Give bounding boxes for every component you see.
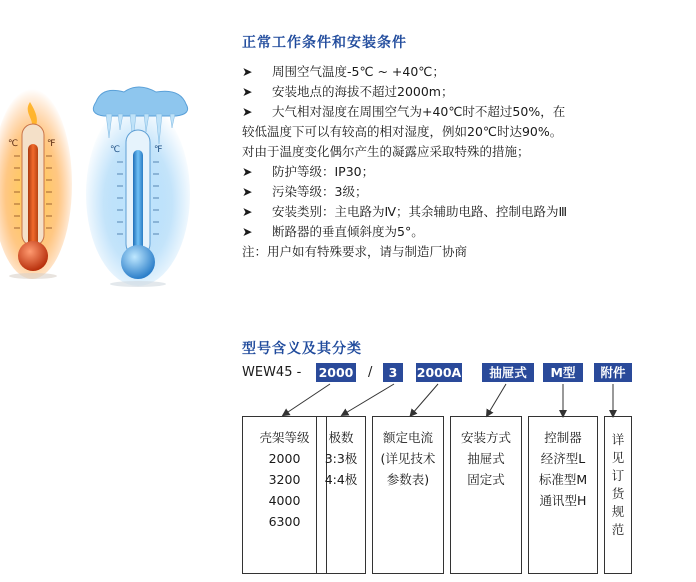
condition-item: ➤ 断路器的垂直倾斜度为5°。 (242, 222, 682, 242)
code-separator: / (368, 365, 373, 380)
desc-frame-size: 壳架等级 2000 3200 4000 6300 (242, 416, 327, 574)
condition-item: ➤ 污染等级：3级； (242, 182, 682, 202)
desc-poles: 极数 3:3极 4:4极 (316, 416, 366, 574)
bullet-arrow-icon: ➤ (242, 204, 253, 219)
bullet-arrow-icon: ➤ (242, 84, 253, 99)
bullet-arrow-icon: ➤ (242, 184, 253, 199)
condition-item: ➤ 周围空气温度-5℃ ~ +40℃； (242, 62, 682, 82)
bullet-arrow-icon: ➤ (242, 64, 253, 79)
cold-scale-right: ℉ (154, 145, 163, 155)
cloud-icon (93, 87, 187, 116)
code-controller: M型 (543, 363, 583, 382)
bullet-arrow-icon: ➤ (242, 104, 253, 119)
model-code-line (242, 363, 682, 387)
hot-thermometer (0, 89, 72, 279)
thermometer-illustration (0, 84, 230, 294)
hot-scale-left: ℃ (8, 139, 19, 149)
code-rated-current: 2000A (416, 365, 462, 380)
condition-continuation: 对由于温度变化偶尔产生的凝露应采取特殊的措施； (242, 144, 530, 159)
condition-item: ➤ 安装地点的海拔不超过2000m； (242, 82, 682, 102)
code-accessory: 附件 (594, 363, 632, 382)
model-title: 型号含义及其分类 (242, 341, 362, 357)
condition-continuation: 较低温度下可以有较高的相对湿度，例如20℃时达90%。 (242, 124, 563, 139)
bullet-arrow-icon: ➤ (242, 164, 253, 179)
condition-note: 注：用户如有特殊要求，请与制造厂协商 (242, 244, 468, 259)
code-poles: 3 (383, 363, 403, 382)
model-prefix: WEW45 - (242, 365, 302, 380)
conditions-title: 正常工作条件和安装条件 (242, 35, 407, 51)
cold-thermometer (86, 87, 190, 287)
hot-scale-right: ℉ (47, 139, 56, 149)
code-frame-size: 2000 (316, 363, 356, 382)
condition-item: ➤ 大气相对湿度在周围空气为+40℃时不超过50%，在 (242, 102, 682, 122)
conditions-list (242, 62, 682, 262)
bullet-arrow-icon: ➤ (242, 224, 253, 239)
code-installation: 抽屉式 (482, 363, 534, 382)
condition-item: ➤ 安装类别：主电路为Ⅳ；其余辅助电路、控制电路为Ⅲ (242, 202, 682, 222)
desc-controller: 控制器 经济型L 标准型M 通讯型H (528, 416, 598, 574)
cold-scale-left: ℃ (110, 145, 121, 155)
desc-installation: 安装方式 抽屉式 固定式 (450, 416, 522, 574)
condition-item: ➤ 防护等级：IP30； (242, 162, 682, 182)
desc-accessory: 详 见 订 货 规 范 (604, 416, 632, 574)
desc-rated-current: 额定电流 (详见技术 参数表) (372, 416, 444, 574)
